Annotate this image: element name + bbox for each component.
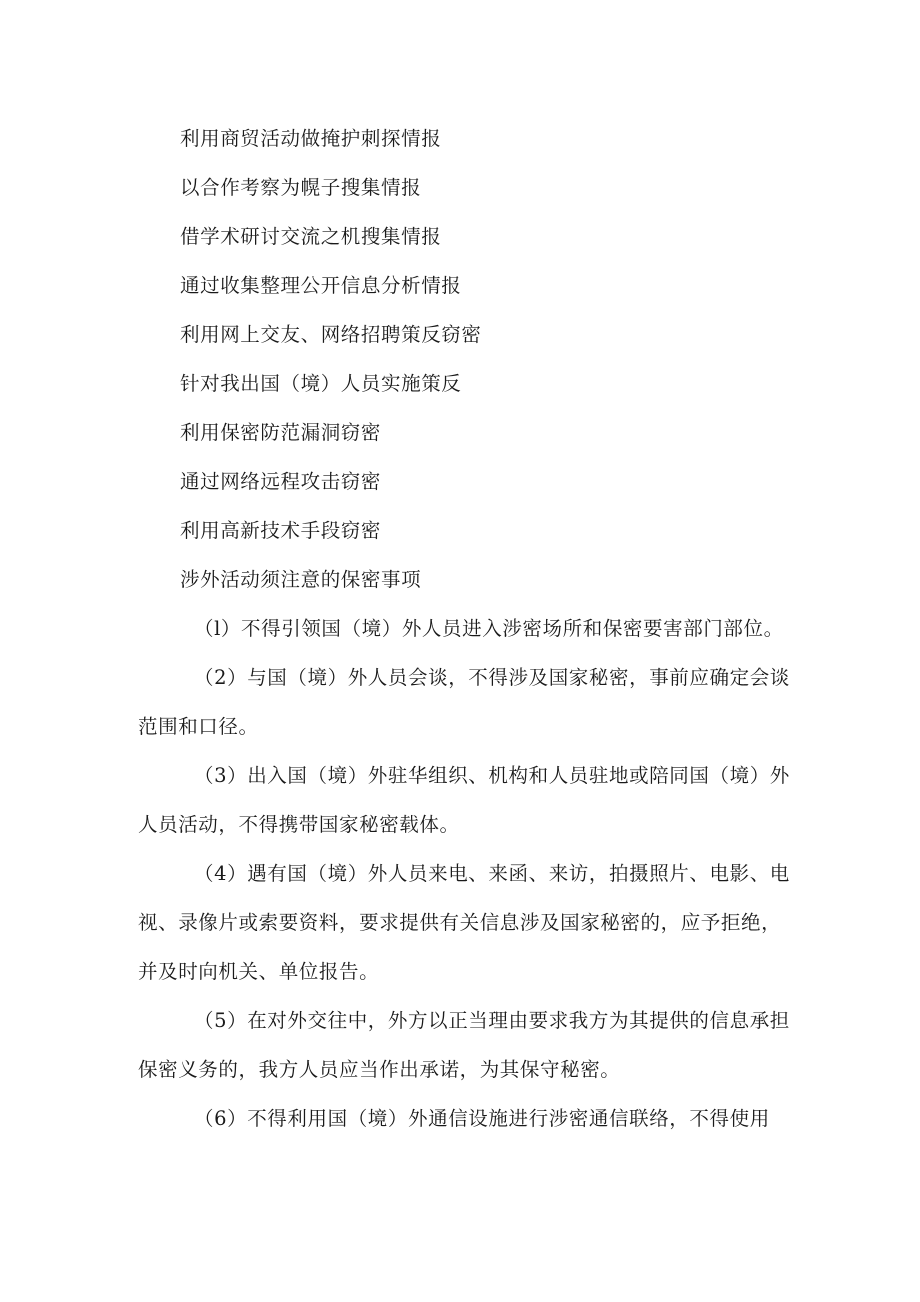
paragraph-line: 保密义务的，我方人员应当作出承诺，为其保守秘密。 — [138, 1058, 621, 1081]
paragraph-line: 视、录像片或索要资料，要求提供有关信息涉及国家秘密的，应予拒绝， — [138, 911, 782, 934]
paragraph-line: 并及时向机关、单位报告。 — [138, 960, 380, 983]
paragraph-line: 范围和口径。 — [138, 715, 259, 738]
list-item: 以合作考察为幌子搜集情报 — [180, 176, 422, 199]
list-item: 通过网络远程攻击窃密 — [180, 470, 382, 493]
paragraph-4 — [138, 849, 788, 996]
list-item: 利用保密防范漏洞窃密 — [180, 421, 382, 444]
paragraph-line: （2）与国（境）外人员会谈，不得涉及国家秘密，事前应确定会谈 — [194, 666, 790, 689]
list-item: 通过收集整理公开信息分析情报 — [180, 274, 462, 297]
list-item: 利用商贸活动做掩护刺探情报 — [180, 127, 442, 150]
paragraph-line: （3）出入国（境）外驻华组织、机构和人员驻地或陪同国（境）外 — [194, 764, 790, 787]
document-body — [138, 114, 788, 1143]
section-heading: 涉外活动须注意的保密事项 — [180, 568, 422, 591]
paragraph-2 — [138, 653, 788, 751]
list-item: 借学术研讨交流之机搜集情报 — [180, 225, 442, 248]
list-item: 针对我出国（境）人员实施策反 — [180, 372, 462, 395]
paragraph-line: （5）在对外交往中，外方以正当理由要求我方为其提供的信息承担 — [194, 1009, 790, 1032]
paragraph-line: 人员活动，不得携带国家秘密载体。 — [138, 813, 460, 836]
paragraph-5 — [138, 996, 788, 1094]
paragraph-line: （l）不得引领国（境）外人员进入涉密场所和保密要害部门部位。 — [194, 617, 784, 640]
paragraph-6 — [138, 1094, 788, 1143]
paragraph-line: （6）不得利用国（境）外通信设施进行涉密通信联络，不得使用 — [194, 1107, 770, 1130]
list-item: 利用网上交友、网络招聘策反窃密 — [180, 323, 482, 346]
paragraph-1 — [138, 604, 788, 653]
list-item: 利用高新技术手段窃密 — [180, 519, 382, 542]
paragraph-line: （4）遇有国（境）外人员来电、来函、来访，拍摄照片、电影、电 — [194, 862, 790, 885]
paragraph-3 — [138, 751, 788, 849]
